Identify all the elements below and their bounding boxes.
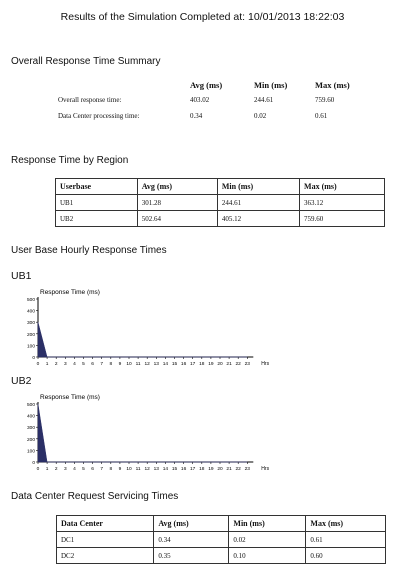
x-tick-label: 21 [226,467,232,472]
summary-cell: 0.34 [190,112,203,120]
ub2-chart-label: UB2 [11,375,32,387]
y-axis-label: Response Time (ms) [40,289,100,296]
x-tick-label: 11 [135,362,141,367]
x-tick-label: 2 [54,362,58,367]
x-tick-label: 23 [244,467,250,472]
table-cell: 0.35 [154,548,229,564]
region-header-row [56,179,385,195]
series-area [38,404,247,462]
x-tick-label: 0 [36,362,40,367]
x-tick-label: 16 [180,467,187,472]
region-col-avg: Avg (ms) [137,179,217,195]
region-col-max: Max (ms) [300,179,385,195]
summary-row [58,112,368,128]
table-row [56,211,385,227]
x-tick-label: 15 [171,467,178,472]
x-tick-label: 3 [63,467,67,472]
x-tick-label: 2 [54,467,58,472]
datacenter-col-max: Max (ms) [306,516,386,532]
x-tick-label: 22 [235,467,241,472]
x-tick-label: 9 [118,362,122,367]
x-tick-label: 12 [144,362,150,367]
x-tick-label: 20 [217,362,223,367]
ub1-chart-svg [14,285,274,380]
x-tick-label: 7 [100,467,104,472]
summary-cell: 244.61 [254,96,274,104]
datacenter-col-min: Min (ms) [229,516,306,532]
ub2-chart-svg [14,390,274,485]
summary-cell: 759.60 [315,96,335,104]
y-tick-label: 100 [26,449,35,455]
x-tick-label: 18 [199,467,205,472]
table-cell: 502.64 [137,211,217,227]
table-cell: 0.34 [154,532,229,548]
table-cell: 405.12 [217,211,299,227]
summary-cell: 0.61 [315,112,328,120]
x-tick-label: 0 [36,467,40,472]
x-tick-label: 16 [180,362,187,367]
x-tick-label: 9 [118,467,122,472]
x-tick-label: 14 [162,467,169,472]
x-tick-label: 13 [153,467,159,472]
x-tick-label: 17 [190,467,196,472]
y-tick-label: 300 [26,321,35,327]
summary-cell: 403.02 [190,96,210,104]
region-col-userbase: Userbase [56,179,138,195]
y-tick-label: 300 [26,426,35,432]
table-cell: 363.12 [300,195,385,211]
summary-cell: 0.02 [254,112,267,120]
summary-table [58,80,368,128]
x-axis-label: Hrs [261,466,270,472]
x-tick-label: 20 [217,467,223,472]
x-tick-label: 4 [73,362,76,367]
y-tick-label: 200 [26,332,35,338]
y-tick-label: 0 [32,356,35,361]
series-area [38,322,247,357]
table-cell: 759.60 [300,211,385,227]
region-table [55,178,385,227]
table-cell: 0.61 [306,532,386,548]
datacenter-col-avg: Avg (ms) [154,516,229,532]
x-tick-label: 12 [144,467,150,472]
x-tick-label: 3 [63,362,67,367]
x-tick-label: 14 [162,362,169,367]
x-tick-label: 17 [190,362,196,367]
datacenter-heading: Data Center Request Servicing Times [11,491,179,502]
x-tick-label: 1 [45,467,49,472]
summary-col-min: Min (ms) [254,80,288,90]
x-tick-label: 8 [109,467,113,472]
summary-row-label: Data Center processing time: [58,112,140,120]
x-tick-label: 13 [153,362,159,367]
x-tick-label: 10 [126,362,132,367]
summary-heading: Overall Response Time Summary [11,56,161,67]
summary-row [58,96,368,112]
ub1-chart-label: UB1 [11,270,32,282]
table-cell: DC1 [57,532,154,548]
table-cell: 0.10 [229,548,306,564]
table-cell: 244.61 [217,195,299,211]
y-tick-label: 200 [26,437,35,443]
ub1-chart [14,285,274,380]
x-tick-label: 4 [73,467,76,472]
y-tick-label: 400 [26,309,35,315]
y-tick-label: 500 [26,298,35,303]
y-tick-label: 500 [26,403,35,408]
table-cell: UB2 [56,211,138,227]
region-heading: Response Time by Region [11,155,129,166]
table-cell: 301.28 [137,195,217,211]
x-tick-label: 10 [126,467,132,472]
region-col-min: Min (ms) [217,179,299,195]
datacenter-header-row [57,516,386,532]
x-tick-label: 8 [109,362,113,367]
x-tick-label: 23 [244,362,250,367]
report-title: Results of the Simulation Completed at: 10/01/2013 18:22:03 [60,11,345,23]
table-cell: UB1 [56,195,138,211]
hourly-heading: User Base Hourly Response Times [11,245,167,256]
x-tick-label: 5 [82,362,85,367]
y-axis-label: Response Time (ms) [40,394,100,401]
table-cell: 0.60 [306,548,386,564]
table-cell: 0.02 [229,532,306,548]
datacenter-col-name: Data Center [57,516,154,532]
table-row [56,195,385,211]
x-tick-label: 5 [82,467,85,472]
table-row [57,548,386,564]
x-tick-label: 19 [208,362,214,367]
y-tick-label: 100 [26,344,35,350]
table-row [57,532,386,548]
y-tick-label: 0 [32,461,35,466]
y-tick-label: 400 [26,414,35,420]
x-tick-label: 15 [171,362,178,367]
summary-row-label: Overall response time: [58,96,122,104]
summary-col-max: Max (ms) [315,80,350,90]
x-tick-label: 6 [91,467,94,472]
x-tick-label: 1 [45,362,49,367]
x-tick-label: 19 [208,467,214,472]
x-tick-label: 11 [135,467,141,472]
x-tick-label: 21 [226,362,232,367]
summary-header-row [58,80,368,96]
x-tick-label: 22 [235,362,241,367]
x-tick-label: 7 [100,362,104,367]
datacenter-table [56,515,386,564]
table-cell: DC2 [57,548,154,564]
summary-col-avg: Avg (ms) [190,80,223,90]
x-tick-label: 6 [91,362,94,367]
x-axis-label: Hrs [261,361,270,367]
ub2-chart [14,390,274,485]
x-tick-label: 18 [199,362,205,367]
